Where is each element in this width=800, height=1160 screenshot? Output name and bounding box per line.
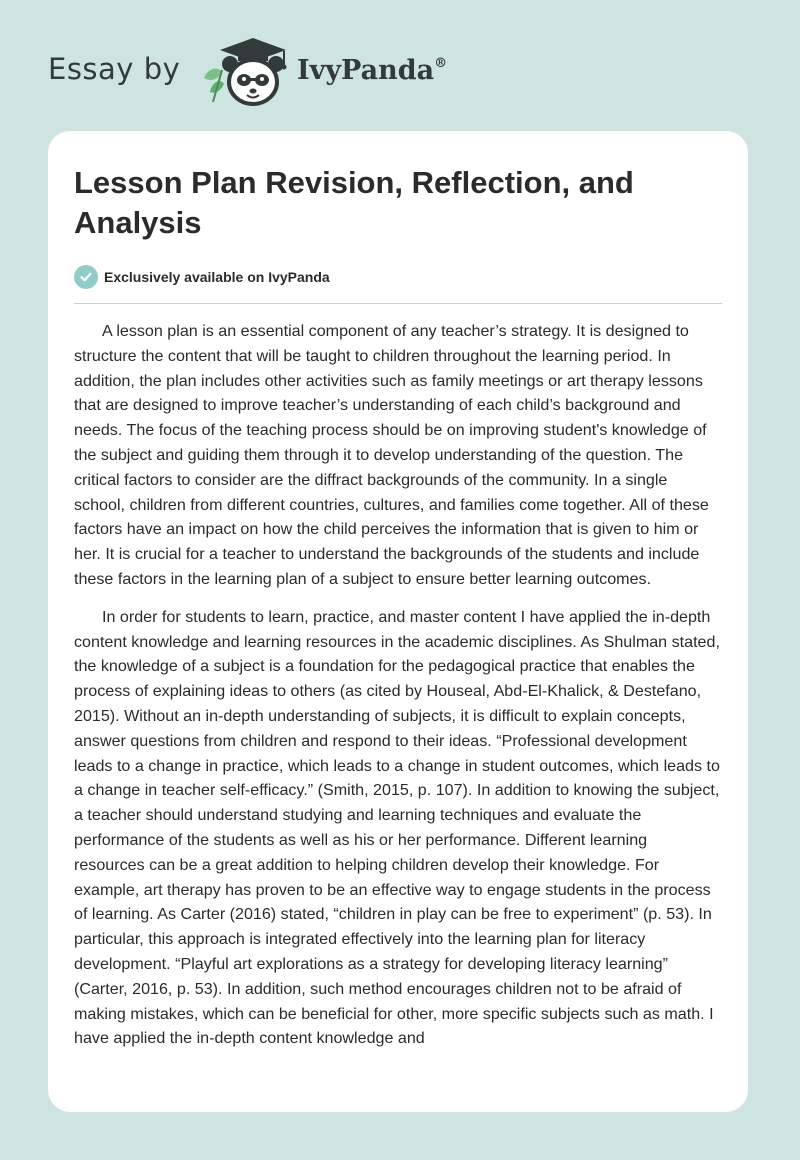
article-body (74, 319, 722, 1064)
divider (74, 303, 722, 304)
site-header (0, 0, 800, 130)
article-card (48, 131, 748, 1112)
paragraph: A lesson plan is an essential component of any teacher’s strategy. It is designed to structure the content that will be taught to children throughout the learning period. In addition, the plan includes other activities such as family meetings or art therapy lessons that are designed to improve teacher’s understanding of each child’s background and needs. The focus of the teaching process should be on improving student's knowledge of the subject and guiding them through it to develop understanding of the question. The critical factors to consider are the diffract backgrounds of the community. In a single school, children from different countries, cultures, and families come together. All of these factors have an impact on how the child perceives the information that is given to him or her. It is crucial for a teacher to understand the backgrounds of the students and include these factors in the learning plan of a subject to ensure better learning outcomes. (74, 322, 709, 588)
exclusive-label: Exclusively available on IvyPanda (104, 269, 330, 285)
brand-name[interactable]: IvyPanda® (297, 55, 448, 86)
exclusive-badge (74, 265, 330, 289)
registered-mark: ® (434, 56, 448, 71)
paragraph: In order for students to learn, practice, and master content I have applied the in-depth content knowledge and learning resources in the academic disciplines. As Shulman stated, the knowledge of a subject is a foundation for the pedagogical practice that enables the process of explaining ideas to others (as cited by Houseal, Abd-El-Khalick, & Destefano, 2015). Without an in-depth understanding of subjects, it is difficult to explain concepts, answer questions from children and respond to their ideas. “Professional development leads to a change in practice, which leads to a change in student outcomes, which leads to a change in teacher self-efficacy.” (Smith, 2015, p. 107). In addition to knowing the subject, a teacher should understand studying and learning techniques and evaluate the performance of the students as well as his or her performance. Different learning resources can be a great addition to helping children develop their knowledge. For example, art therapy has proven to be an effective way to engage students in the process of learning. As Carter (2016) stated, “children in play can be free to experiment” (p. 53). In particular, this approach is integrated effectively into the learning plan for literacy development. “Playful art explorations as a strategy for developing literacy learning” (Carter, 2016, p. 53). In addition, such method encourages children not to be afraid of making mistakes, which can be beneficial for other, more specific subjects such as math. I have applied the in-depth content knowledge and (74, 607, 720, 1048)
check-icon (74, 265, 98, 289)
page-title: Lesson Plan Revision, Reflection, and Analysis (74, 165, 634, 240)
brand-prefix: Essay by (48, 52, 181, 86)
panda-graduate-logo-icon[interactable] (200, 36, 292, 108)
